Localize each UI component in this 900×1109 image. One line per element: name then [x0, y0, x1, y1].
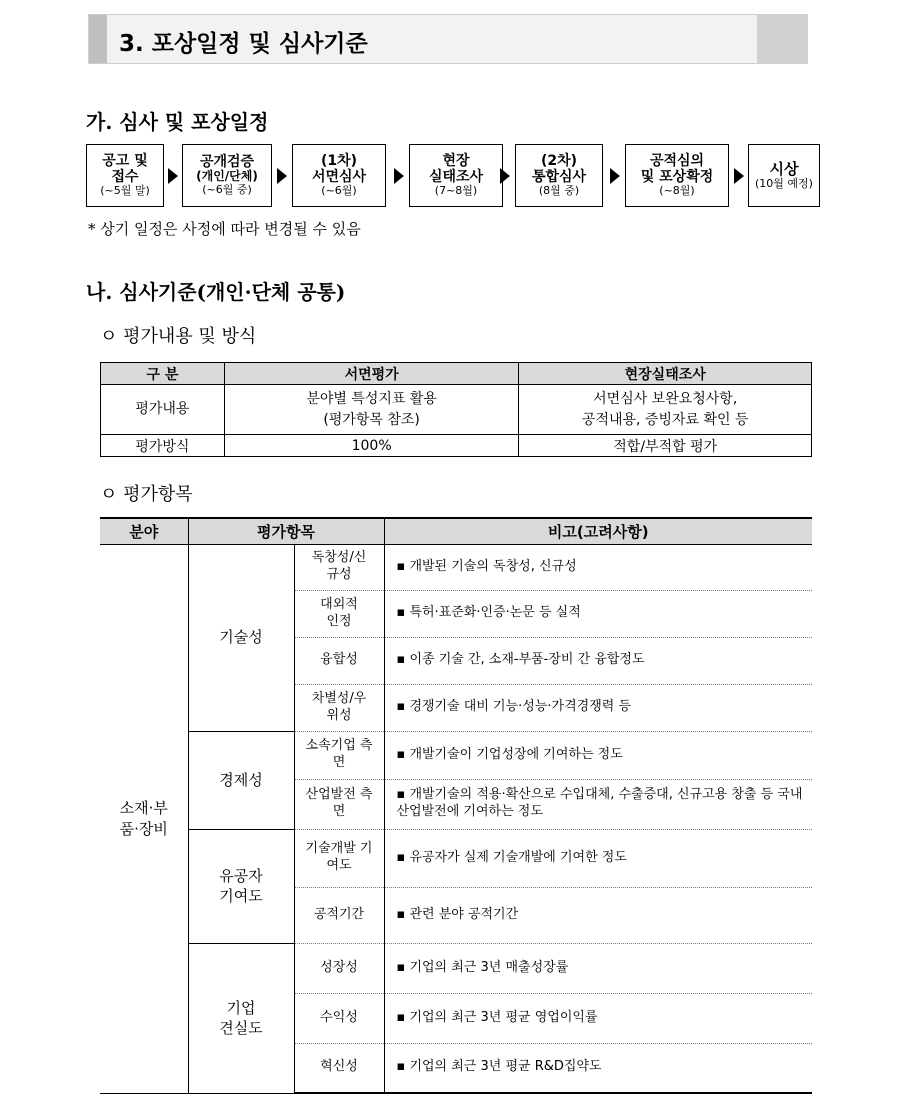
sub-item: 차별성/우위성 [294, 684, 384, 731]
flow-step-period: (~5월 말) [100, 184, 150, 198]
sub-item: 융합성 [294, 637, 384, 684]
flow-step-line2: 및 포상확정 [640, 169, 714, 186]
arrow-right-icon [277, 168, 287, 184]
remark: ▪ 개발기술이 기업성장에 기여하는 정도 [384, 731, 812, 779]
flow-step-period: (10월 예정) [755, 176, 813, 190]
remark: ▪ 특허·표준화·인증·논문 등 실적 [384, 590, 812, 637]
onsite-eval-cell: 적합/부적합 평가 [519, 435, 812, 457]
row-label: 평가방식 [101, 435, 225, 457]
remark: ▪ 기업의 최근 3년 매출성장률 [384, 943, 812, 993]
flow-step-3 [292, 144, 386, 207]
header-accent-left [89, 15, 107, 63]
row-label: 평가내용 [101, 385, 225, 435]
column-header: 평가항목 [188, 518, 384, 544]
cell-line: 공적내용, 증빙자료 확인 등 [581, 411, 749, 428]
arrow-right-icon [734, 168, 744, 184]
remark: ▪ 경쟁기술 대비 기능·성능·가격경쟁력 등 [384, 684, 812, 731]
sub-item: 공적기간 [294, 887, 384, 943]
flow-step-period: (8월 중) [538, 184, 580, 198]
arrow-right-icon [394, 168, 404, 184]
sub-item: 산업발전 측면 [294, 779, 384, 829]
flow-step-line1: 공고 및 [102, 153, 148, 170]
schedule-note: * 상기 일정은 사정에 따라 변경될 수 있음 [88, 220, 361, 238]
arrow-right-icon [168, 168, 178, 184]
table-row [101, 435, 812, 457]
remark: ▪ 관련 분야 공적기간 [384, 887, 812, 943]
items-heading: ㅇ 평가항목 [100, 484, 193, 505]
method-table [100, 362, 812, 457]
table-row [100, 829, 812, 887]
flow-step-period: (~6월 중) [202, 183, 252, 197]
flow-step-5 [515, 144, 603, 207]
sub-item: 독창성/신규성 [294, 544, 384, 590]
column-header: 구 분 [101, 363, 225, 385]
written-eval-cell [224, 385, 519, 435]
remark: ▪ 이종 기술 간, 소재-부품-장비 간 융합정도 [384, 637, 812, 684]
flow-step-period: (~6월) [321, 184, 357, 198]
cell-line: (평가항목 참조) [323, 411, 420, 428]
field-cell [100, 544, 188, 1093]
section-title: 3. 포상일정 및 심사기준 [119, 31, 368, 57]
remark: ▪ 개발된 기술의 독창성, 신규성 [384, 544, 812, 590]
flow-step-4 [409, 144, 503, 207]
table-row [100, 731, 812, 779]
group-cell: 경제성 [188, 731, 294, 829]
flow-step-line1: (2차) [540, 153, 578, 170]
flow-step-line2: 실태조사 [428, 169, 484, 186]
onsite-eval-cell [519, 385, 812, 435]
remark: ▪ 기업의 최근 3년 평균 영업이익률 [384, 993, 812, 1043]
cell-line: 분야별 특성지표 활용 [306, 391, 437, 408]
sub-item: 대외적 인정 [294, 590, 384, 637]
table-header-row [101, 363, 812, 385]
remark: ▪ 개발기술의 적용·확산으로 수입대체, 수출증대, 신규고용 창출 등 국내 산업발전에 기여하는 정도 [384, 779, 812, 829]
table-row [101, 385, 812, 435]
flow-step-line1: 공적심의 [649, 153, 705, 170]
header-accent-right [757, 15, 807, 63]
method-heading: ㅇ 평가내용 및 방식 [100, 326, 257, 347]
flow-step-line1: 공개검증 [199, 154, 255, 171]
group-label: 유공자 기여도 [219, 866, 263, 905]
evaluation-items-table [100, 517, 812, 1094]
flow-step-period: (7~8월) [434, 184, 478, 198]
flow-step-line2: 통합심사 [531, 169, 587, 186]
column-header: 분야 [100, 518, 188, 544]
group-cell [188, 943, 294, 1093]
written-eval-cell: 100% [224, 435, 519, 457]
table-row [100, 544, 812, 590]
sub-item: 소속기업 측면 [294, 731, 384, 779]
arrow-right-icon [610, 168, 620, 184]
schedule-heading: 가. 심사 및 포상일정 [86, 110, 269, 134]
section-header-bar [88, 14, 808, 64]
table-header-row [100, 518, 812, 544]
flow-step-line2: (개인/단체) [196, 169, 258, 184]
remark: ▪ 유공자가 실제 기술개발에 기여한 정도 [384, 829, 812, 887]
cell-line: 서면심사 보완요청사항, [593, 391, 738, 408]
arrow-right-icon [500, 168, 510, 184]
flow-step-7 [748, 144, 820, 207]
sub-item: 혁신성 [294, 1043, 384, 1093]
group-cell [188, 829, 294, 943]
flow-step-6 [625, 144, 729, 207]
table-row [100, 943, 812, 993]
flow-step-line1: 현장 [442, 153, 470, 170]
criteria-heading: 나. 심사기준(개인·단체 공통) [86, 280, 346, 304]
column-header: 비고(고려사항) [384, 518, 812, 544]
group-cell: 기술성 [188, 544, 294, 731]
sub-item: 수익성 [294, 993, 384, 1043]
flow-step-line2: 접수 [111, 169, 139, 186]
flow-step-line1: (1차) [320, 153, 358, 170]
sub-item: 기술개발 기여도 [294, 829, 384, 887]
column-header: 현장실태조사 [519, 363, 812, 385]
flow-step-period: (~8월) [659, 184, 695, 198]
column-header: 서면평가 [224, 363, 519, 385]
flow-step-1 [86, 144, 164, 207]
group-label: 기업 견실도 [219, 998, 263, 1037]
flow-step-2 [182, 144, 272, 207]
remark: ▪ 기업의 최근 3년 평균 R&D집약도 [384, 1043, 812, 1093]
flow-step-line1: 시상 [769, 159, 799, 178]
flow-step-line2: 서면심사 [311, 169, 367, 186]
sub-item: 성장성 [294, 943, 384, 993]
field-label: 소재·부품·장비 [119, 798, 168, 838]
